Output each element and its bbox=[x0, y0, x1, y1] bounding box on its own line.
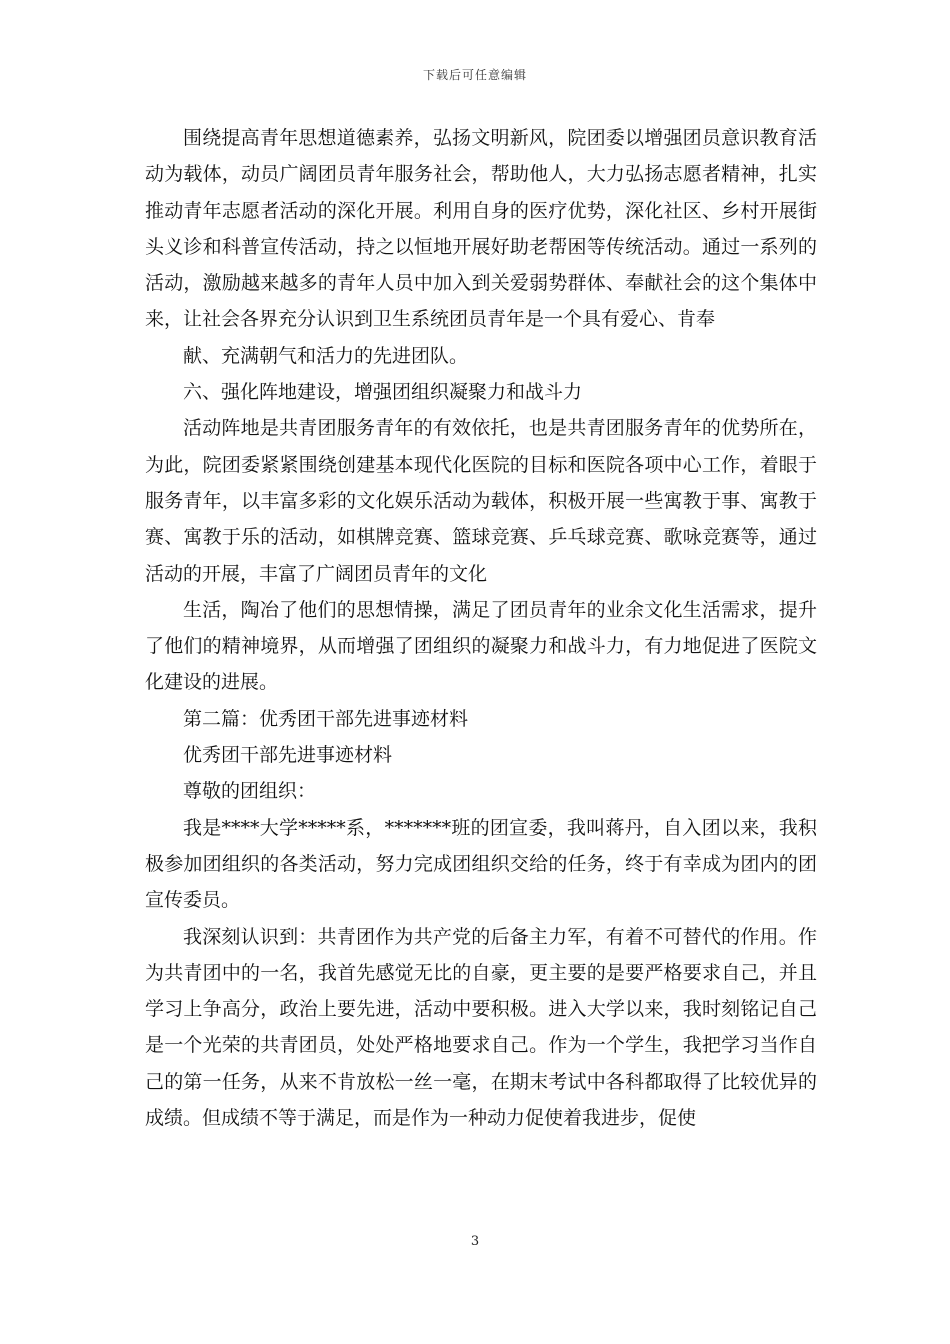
chapter-heading-second: 第二篇：优秀团干部先进事迹材料 bbox=[183, 707, 469, 730]
document-subtitle: 优秀团干部先进事迹材料 bbox=[183, 744, 393, 767]
section-heading-six: 六、强化阵地建设，增强团组织凝聚力和战斗力 bbox=[183, 381, 583, 404]
page-header: 下载后可任意编辑 bbox=[422, 68, 527, 82]
page-number: 3 bbox=[470, 1234, 480, 1249]
paragraph-advanced-team: 献、充满朝气和活力的先进团队。 bbox=[183, 344, 469, 367]
paragraph-understanding: 我深刻认识到：共青团作为共产党的后备主力军，有着不可替代的作用。作为共青团中的一名，我首先感觉无比的自豪，更主要的是要严格要求自己，并且学习上争高分，政治上要先进，活动中要积极。进入大学以来，我时刻铭记自己是一个光荣的共青团员，处处严格地要求自己。作为一个学生，我把学习当作自己的第一任务，从来不肯放松一丝一毫，在期末考试中各科都取得了比较优异的成绩。但成绩不等于满足，而是作为一种动力促使着我进步，促使 bbox=[145, 925, 817, 1130]
salutation: 尊敬的团组织： bbox=[183, 780, 317, 803]
paragraph-self-introduction: 我是****大学*****系，*******班的团宣委，我叫蒋丹，自入团以来，我积极参加团组织的各类活动，努力完成团组织交给的任务，终于有幸成为团内的团宣传委员。 bbox=[145, 816, 817, 912]
paragraph-cultural-life: 生活，陶冶了他们的思想情操，满足了团员青年的业余文化生活需求，提升了他们的精神境界，从而增强了团组织的凝聚力和战斗力，有力地促进了医院文化建设的进展。 bbox=[145, 598, 817, 694]
document-body bbox=[145, 120, 817, 1136]
paragraph-volunteer-activities: 围绕提高青年思想道德素养，弘扬文明新风，院团委以增强团员意识教育活动为载体，动员广阔团员青年服务社会，帮助他人，大力弘扬志愿者精神，扎实推动青年志愿者活动的深化开展。利用自身的医疗优势，深化社区、乡村开展街头义诊和科普宣传活动，持之以恒地开展好助老帮困等传统活动。通过一系列的活动，激励越来越多的青年人员中加入到关爱弱势群体、奉献社会的这个集体中来，让社会各界充分认识到卫生系统团员青年是一个具有爱心、肯奉 bbox=[145, 127, 817, 331]
paragraph-activity-venue: 活动阵地是共青团服务青年的有效依托，也是共青团服务青年的优势所在，为此，院团委紧紧围绕创建基本现代化医院的目标和医院各项中心工作，着眼于服务青年，以丰富多彩的文化娱乐活动为载体，积极开展一些寓教于事、寓教于赛、寓教于乐的活动，如棋牌竞赛、篮球竞赛、乒乓球竞赛、歌咏竞赛等，通过活动的开展，丰富了广阔团员青年的文化 bbox=[145, 417, 817, 585]
